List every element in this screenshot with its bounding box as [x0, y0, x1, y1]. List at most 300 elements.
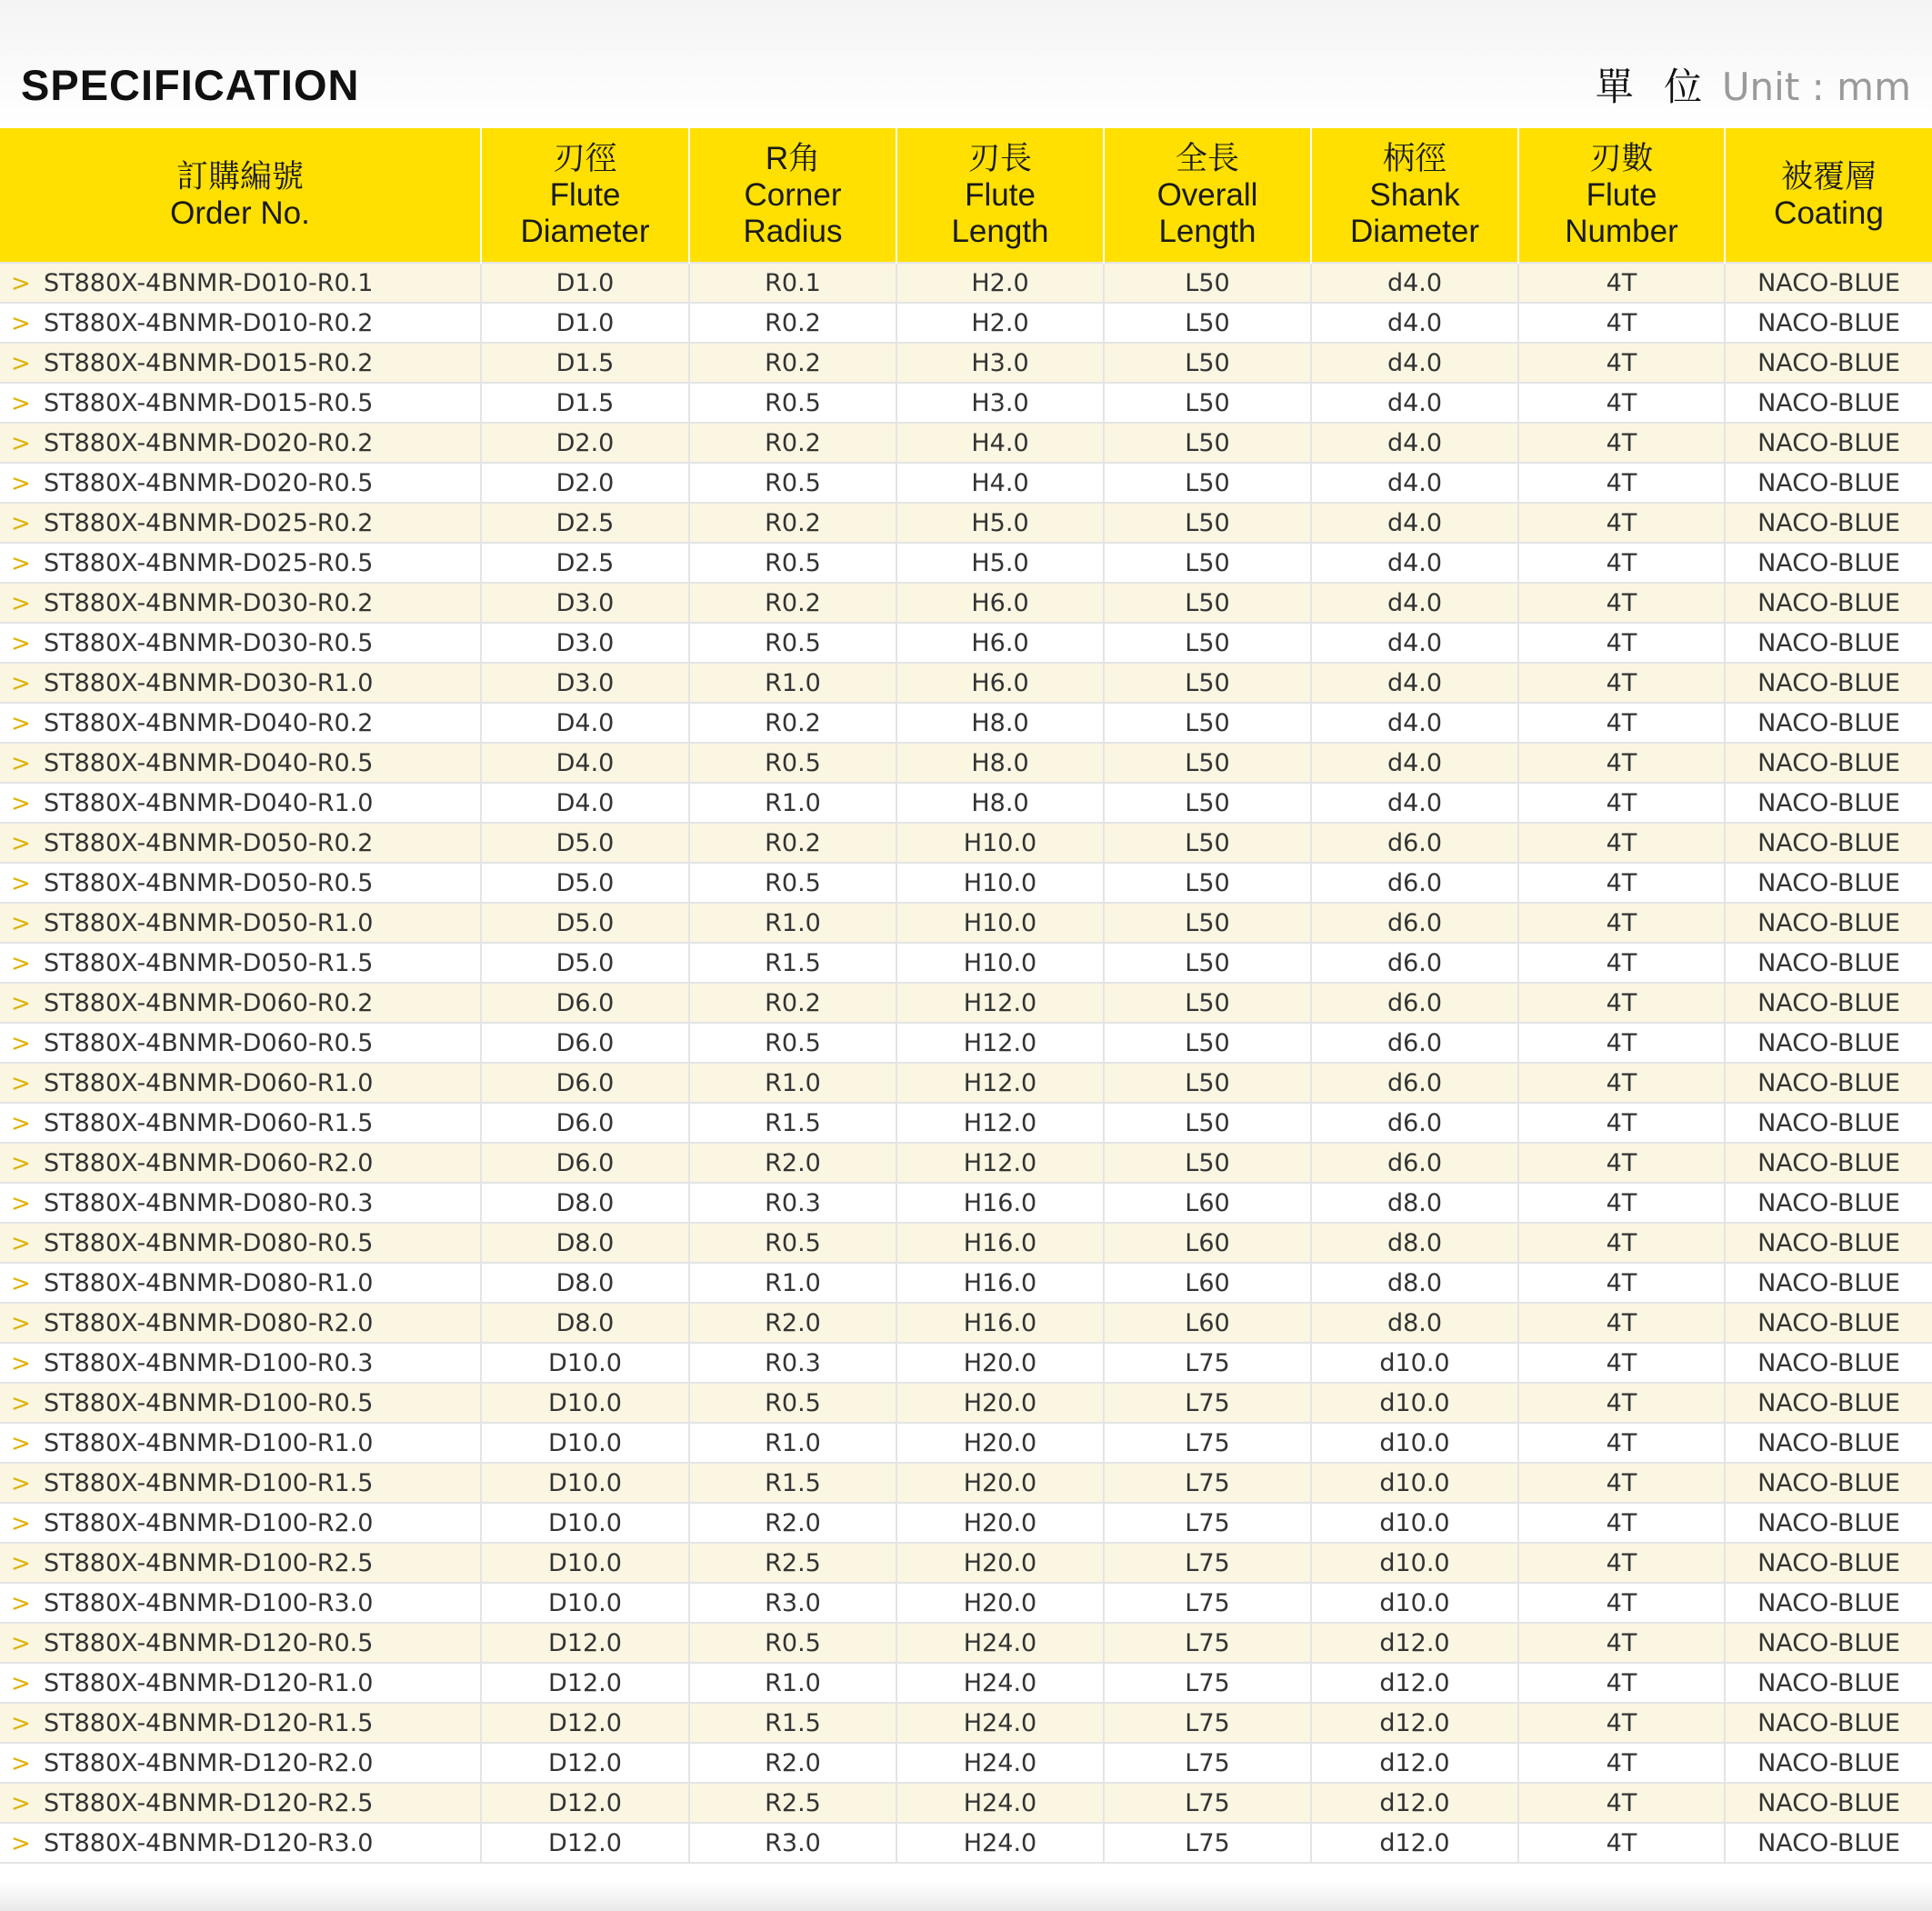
- flute-diameter-cell: D10.0: [481, 1343, 689, 1383]
- column-header-line: Flute: [1586, 176, 1657, 213]
- unit-label-zh: 單 位: [1595, 65, 1712, 109]
- shank-diameter-cell: d4.0: [1311, 623, 1518, 663]
- column-header-line: R角: [765, 140, 821, 176]
- flute-diameter-cell: D6.0: [481, 1063, 689, 1103]
- shank-diameter-cell: d12.0: [1311, 1663, 1518, 1703]
- order-no-cell: [0, 1743, 481, 1783]
- flute-diameter-cell: D1.5: [481, 343, 689, 383]
- shank-diameter-cell: d6.0: [1311, 983, 1518, 1023]
- chevron-right-icon: >: [11, 1549, 31, 1577]
- flute-number-cell: 4T: [1518, 1663, 1725, 1703]
- flute-number-cell: 4T: [1518, 303, 1725, 343]
- corner-radius-cell: R2.5: [689, 1783, 896, 1823]
- corner-radius-cell: R0.1: [689, 263, 896, 303]
- shank-diameter-cell: d4.0: [1311, 383, 1518, 423]
- order-no-cell: [0, 1583, 481, 1623]
- order-no-cell: [0, 823, 481, 863]
- overall-length-cell: L60: [1104, 1223, 1311, 1263]
- chevron-right-icon: >: [11, 709, 31, 737]
- flute-length-cell: H8.0: [896, 703, 1104, 743]
- shank-diameter-cell: d4.0: [1311, 743, 1518, 783]
- flute-diameter-cell: D8.0: [481, 1263, 689, 1303]
- order-no-cell: [0, 1023, 481, 1063]
- corner-radius-cell: R1.5: [689, 1463, 896, 1503]
- coating-cell: NACO-BLUE: [1725, 1423, 1932, 1463]
- order-no-text: ST880X-4BNMR-D100-R2.5: [44, 1548, 374, 1577]
- flute-number-cell: 4T: [1518, 1463, 1725, 1503]
- flute-number-cell: 4T: [1518, 1383, 1725, 1423]
- header-flute-diameter: [481, 128, 689, 263]
- coating-cell: NACO-BLUE: [1725, 1143, 1932, 1183]
- shank-diameter-cell: d4.0: [1311, 303, 1518, 343]
- table-row: [0, 1703, 1932, 1743]
- table-row: [0, 583, 1932, 623]
- chevron-right-icon: >: [11, 509, 31, 537]
- overall-length-cell: L75: [1104, 1423, 1311, 1463]
- order-no-cell: [0, 903, 481, 943]
- flute-length-cell: H16.0: [896, 1183, 1104, 1223]
- coating-cell: NACO-BLUE: [1725, 903, 1932, 943]
- flute-diameter-cell: D12.0: [481, 1823, 689, 1863]
- flute-diameter-cell: D10.0: [481, 1463, 689, 1503]
- flute-length-cell: H3.0: [896, 343, 1104, 383]
- overall-length-cell: L50: [1104, 543, 1311, 583]
- flute-diameter-cell: D1.0: [481, 263, 689, 303]
- corner-radius-cell: R0.2: [689, 503, 896, 543]
- chevron-right-icon: >: [11, 1229, 31, 1257]
- flute-length-cell: H2.0: [896, 263, 1104, 303]
- flute-length-cell: H6.0: [896, 663, 1104, 703]
- flute-length-cell: H20.0: [896, 1383, 1104, 1423]
- column-header-line: Coating: [1774, 195, 1884, 231]
- order-no-text: ST880X-4BNMR-D120-R1.5: [44, 1708, 374, 1737]
- order-no-text: ST880X-4BNMR-D100-R0.3: [44, 1348, 374, 1377]
- shank-diameter-cell: d10.0: [1311, 1423, 1518, 1463]
- order-no-cell: [0, 1063, 481, 1103]
- flute-number-cell: 4T: [1518, 863, 1725, 903]
- overall-length-cell: L50: [1104, 583, 1311, 623]
- flute-length-cell: H5.0: [896, 503, 1104, 543]
- table-body: [0, 263, 1932, 1863]
- flute-diameter-cell: D4.0: [481, 703, 689, 743]
- chevron-right-icon: >: [11, 1749, 31, 1777]
- corner-radius-cell: R1.0: [689, 1663, 896, 1703]
- flute-number-cell: 4T: [1518, 503, 1725, 543]
- coating-cell: NACO-BLUE: [1725, 983, 1932, 1023]
- flute-diameter-cell: D2.5: [481, 503, 689, 543]
- coating-cell: NACO-BLUE: [1725, 1743, 1932, 1783]
- order-no-text: ST880X-4BNMR-D010-R0.2: [44, 308, 374, 337]
- coating-cell: NACO-BLUE: [1725, 423, 1932, 463]
- corner-radius-cell: R0.2: [689, 423, 896, 463]
- order-no-cell: [0, 743, 481, 783]
- table-row: [0, 343, 1932, 383]
- coating-cell: NACO-BLUE: [1725, 1223, 1932, 1263]
- order-no-text: ST880X-4BNMR-D060-R1.5: [44, 1108, 374, 1137]
- shank-diameter-cell: d4.0: [1311, 263, 1518, 303]
- shank-diameter-cell: d8.0: [1311, 1223, 1518, 1263]
- table-row: [0, 783, 1932, 823]
- shank-diameter-cell: d6.0: [1311, 863, 1518, 903]
- table-row: [0, 1743, 1932, 1783]
- corner-radius-cell: R0.2: [689, 583, 896, 623]
- table-row: [0, 503, 1932, 543]
- chevron-right-icon: >: [11, 1269, 31, 1297]
- corner-radius-cell: R0.5: [689, 463, 896, 503]
- corner-radius-cell: R0.2: [689, 823, 896, 863]
- overall-length-cell: L50: [1104, 503, 1311, 543]
- flute-diameter-cell: D6.0: [481, 1023, 689, 1063]
- corner-radius-cell: R0.5: [689, 863, 896, 903]
- flute-length-cell: H16.0: [896, 1223, 1104, 1263]
- flute-diameter-cell: D8.0: [481, 1183, 689, 1223]
- corner-radius-cell: R3.0: [689, 1583, 896, 1623]
- chevron-right-icon: >: [11, 749, 31, 777]
- overall-length-cell: L50: [1104, 1143, 1311, 1183]
- chevron-right-icon: >: [11, 1069, 31, 1097]
- order-no-cell: [0, 1663, 481, 1703]
- order-no-cell: [0, 1503, 481, 1543]
- column-header-line: Flute: [965, 176, 1036, 213]
- flute-length-cell: H2.0: [896, 303, 1104, 343]
- shank-diameter-cell: d12.0: [1311, 1783, 1518, 1823]
- flute-length-cell: H24.0: [896, 1623, 1104, 1663]
- flute-length-cell: H24.0: [896, 1783, 1104, 1823]
- flute-number-cell: 4T: [1518, 1783, 1725, 1823]
- header-shank-diameter: [1311, 128, 1518, 263]
- shank-diameter-cell: d6.0: [1311, 1023, 1518, 1063]
- overall-length-cell: L50: [1104, 1103, 1311, 1143]
- table-row: [0, 1023, 1932, 1063]
- chevron-right-icon: >: [11, 1029, 31, 1057]
- shank-diameter-cell: d10.0: [1311, 1343, 1518, 1383]
- flute-number-cell: 4T: [1518, 743, 1725, 783]
- flute-length-cell: H24.0: [896, 1743, 1104, 1783]
- table-row: [0, 463, 1932, 503]
- order-no-text: ST880X-4BNMR-D010-R0.1: [44, 268, 374, 297]
- order-no-text: ST880X-4BNMR-D050-R1.5: [44, 948, 374, 977]
- order-no-text: ST880X-4BNMR-D100-R0.5: [44, 1388, 374, 1417]
- shank-diameter-cell: d6.0: [1311, 1103, 1518, 1143]
- column-header-line: Radius: [743, 213, 843, 249]
- overall-length-cell: L75: [1104, 1583, 1311, 1623]
- chevron-right-icon: >: [11, 1429, 31, 1457]
- corner-radius-cell: R2.0: [689, 1143, 896, 1183]
- order-no-cell: [0, 1103, 481, 1143]
- order-no-cell: [0, 623, 481, 663]
- flute-length-cell: H20.0: [896, 1543, 1104, 1583]
- header-order-no: [0, 128, 481, 263]
- column-header-line: 刃徑: [553, 140, 617, 176]
- flute-diameter-cell: D12.0: [481, 1783, 689, 1823]
- corner-radius-cell: R0.2: [689, 983, 896, 1023]
- chevron-right-icon: >: [11, 1669, 31, 1697]
- table-row: [0, 983, 1932, 1023]
- flute-number-cell: 4T: [1518, 383, 1725, 423]
- order-no-text: ST880X-4BNMR-D015-R0.2: [44, 348, 374, 377]
- corner-radius-cell: R2.0: [689, 1743, 896, 1783]
- order-no-text: ST880X-4BNMR-D020-R0.5: [44, 468, 374, 497]
- flute-number-cell: 4T: [1518, 1023, 1725, 1063]
- shank-diameter-cell: d6.0: [1311, 903, 1518, 943]
- table-row: [0, 1823, 1932, 1863]
- order-no-cell: [0, 583, 481, 623]
- coating-cell: NACO-BLUE: [1725, 823, 1932, 863]
- order-no-text: ST880X-4BNMR-D050-R1.0: [44, 908, 374, 937]
- coating-cell: NACO-BLUE: [1725, 1703, 1932, 1743]
- table-row: [0, 1143, 1932, 1183]
- table-row: [0, 1303, 1932, 1343]
- shank-diameter-cell: d8.0: [1311, 1303, 1518, 1343]
- corner-radius-cell: R0.5: [689, 623, 896, 663]
- flute-number-cell: 4T: [1518, 1063, 1725, 1103]
- coating-cell: NACO-BLUE: [1725, 1063, 1932, 1103]
- order-no-text: ST880X-4BNMR-D120-R2.0: [44, 1748, 374, 1777]
- table-row: [0, 263, 1932, 303]
- column-header-line: Corner: [744, 176, 842, 213]
- header-corner-radius: [689, 128, 896, 263]
- chevron-right-icon: >: [11, 1349, 31, 1377]
- flute-length-cell: H6.0: [896, 583, 1104, 623]
- column-header-line: 訂購編號: [175, 158, 304, 195]
- overall-length-cell: L50: [1104, 743, 1311, 783]
- table-row: [0, 743, 1932, 783]
- order-no-text: ST880X-4BNMR-D120-R3.0: [44, 1828, 374, 1857]
- flute-number-cell: 4T: [1518, 943, 1725, 983]
- table-row: [0, 1183, 1932, 1223]
- table-row: [0, 1383, 1932, 1423]
- shank-diameter-cell: d8.0: [1311, 1263, 1518, 1303]
- chevron-right-icon: >: [11, 869, 31, 897]
- order-no-text: ST880X-4BNMR-D100-R3.0: [44, 1588, 374, 1617]
- chevron-right-icon: >: [11, 829, 31, 857]
- column-header-line: Length: [1158, 213, 1256, 249]
- overall-length-cell: L75: [1104, 1743, 1311, 1783]
- order-no-text: ST880X-4BNMR-D050-R0.5: [44, 868, 374, 897]
- order-no-cell: [0, 983, 481, 1023]
- flute-length-cell: H6.0: [896, 623, 1104, 663]
- coating-cell: NACO-BLUE: [1725, 1463, 1932, 1503]
- overall-length-cell: L50: [1104, 1023, 1311, 1063]
- column-header-line: Number: [1565, 213, 1678, 249]
- overall-length-cell: L50: [1104, 983, 1311, 1023]
- overall-length-cell: L75: [1104, 1783, 1311, 1823]
- flute-length-cell: H20.0: [896, 1423, 1104, 1463]
- flute-number-cell: 4T: [1518, 1503, 1725, 1543]
- chevron-right-icon: >: [11, 589, 31, 617]
- flute-diameter-cell: D2.0: [481, 423, 689, 463]
- flute-length-cell: H16.0: [896, 1303, 1104, 1343]
- order-no-text: ST880X-4BNMR-D040-R1.0: [44, 788, 374, 817]
- corner-radius-cell: R1.0: [689, 783, 896, 823]
- flute-number-cell: 4T: [1518, 263, 1725, 303]
- shank-diameter-cell: d4.0: [1311, 463, 1518, 503]
- corner-radius-cell: R1.0: [689, 903, 896, 943]
- shank-diameter-cell: d10.0: [1311, 1503, 1518, 1543]
- flute-length-cell: H8.0: [896, 783, 1104, 823]
- overall-length-cell: L75: [1104, 1463, 1311, 1503]
- flute-number-cell: 4T: [1518, 423, 1725, 463]
- order-no-text: ST880X-4BNMR-D100-R1.5: [44, 1468, 374, 1497]
- overall-length-cell: L50: [1104, 903, 1311, 943]
- flute-diameter-cell: D12.0: [481, 1663, 689, 1703]
- order-no-cell: [0, 1543, 481, 1583]
- flute-number-cell: 4T: [1518, 1543, 1725, 1583]
- flute-number-cell: 4T: [1518, 983, 1725, 1023]
- chevron-right-icon: >: [11, 269, 31, 297]
- table-row: [0, 1663, 1932, 1703]
- table-row: [0, 1583, 1932, 1623]
- shank-diameter-cell: d4.0: [1311, 663, 1518, 703]
- chevron-right-icon: >: [11, 1789, 31, 1817]
- corner-radius-cell: R1.0: [689, 663, 896, 703]
- chevron-right-icon: >: [11, 1109, 31, 1137]
- flute-length-cell: H10.0: [896, 903, 1104, 943]
- column-header-line: Diameter: [520, 213, 650, 249]
- flute-number-cell: 4T: [1518, 1703, 1725, 1743]
- chevron-right-icon: >: [11, 669, 31, 697]
- overall-length-cell: L75: [1104, 1823, 1311, 1863]
- coating-cell: NACO-BLUE: [1725, 1183, 1932, 1223]
- chevron-right-icon: >: [11, 989, 31, 1017]
- flute-length-cell: H3.0: [896, 383, 1104, 423]
- order-no-cell: [0, 1263, 481, 1303]
- shank-diameter-cell: d12.0: [1311, 1823, 1518, 1863]
- coating-cell: NACO-BLUE: [1725, 1023, 1932, 1063]
- corner-radius-cell: R1.5: [689, 1703, 896, 1743]
- order-no-cell: [0, 1623, 481, 1663]
- coating-cell: NACO-BLUE: [1725, 1823, 1932, 1863]
- overall-length-cell: L60: [1104, 1263, 1311, 1303]
- chevron-right-icon: >: [11, 349, 31, 377]
- order-no-cell: [0, 343, 481, 383]
- order-no-cell: [0, 543, 481, 583]
- column-header-line: 刃數: [1589, 140, 1654, 176]
- order-no-cell: [0, 1463, 481, 1503]
- order-no-cell: [0, 1143, 481, 1183]
- order-no-cell: [0, 503, 481, 543]
- coating-cell: NACO-BLUE: [1725, 743, 1932, 783]
- corner-radius-cell: R0.3: [689, 1183, 896, 1223]
- table-header-row: [0, 128, 1932, 263]
- overall-length-cell: L75: [1104, 1503, 1311, 1543]
- corner-radius-cell: R0.2: [689, 703, 896, 743]
- unit-label: [1596, 60, 1911, 115]
- flute-number-cell: 4T: [1518, 783, 1725, 823]
- table-row: [0, 663, 1932, 703]
- shank-diameter-cell: d12.0: [1311, 1703, 1518, 1743]
- coating-cell: NACO-BLUE: [1725, 1103, 1932, 1143]
- coating-cell: NACO-BLUE: [1725, 663, 1932, 703]
- flute-length-cell: H10.0: [896, 943, 1104, 983]
- order-no-text: ST880X-4BNMR-D040-R0.5: [44, 748, 374, 777]
- shank-diameter-cell: d4.0: [1311, 703, 1518, 743]
- column-header-line: Diameter: [1350, 213, 1479, 249]
- chevron-right-icon: >: [11, 1189, 31, 1217]
- order-no-text: ST880X-4BNMR-D015-R0.5: [44, 388, 374, 417]
- flute-diameter-cell: D4.0: [481, 743, 689, 783]
- coating-cell: NACO-BLUE: [1725, 263, 1932, 303]
- flute-number-cell: 4T: [1518, 703, 1725, 743]
- column-header-line: 柄徑: [1382, 140, 1446, 176]
- overall-length-cell: L50: [1104, 423, 1311, 463]
- order-no-text: ST880X-4BNMR-D030-R0.2: [44, 588, 374, 617]
- order-no-cell: [0, 863, 481, 903]
- order-no-text: ST880X-4BNMR-D100-R1.0: [44, 1428, 374, 1457]
- flute-diameter-cell: D10.0: [481, 1543, 689, 1583]
- table-row: [0, 1263, 1932, 1303]
- flute-length-cell: H20.0: [896, 1503, 1104, 1543]
- flute-number-cell: 4T: [1518, 1743, 1725, 1783]
- flute-diameter-cell: D2.0: [481, 463, 689, 503]
- chevron-right-icon: >: [11, 1389, 31, 1417]
- flute-length-cell: H12.0: [896, 983, 1104, 1023]
- overall-length-cell: L75: [1104, 1623, 1311, 1663]
- header-overall-length: [1104, 128, 1311, 263]
- corner-radius-cell: R0.3: [689, 1343, 896, 1383]
- order-no-cell: [0, 943, 481, 983]
- flute-number-cell: 4T: [1518, 1103, 1725, 1143]
- corner-radius-cell: R1.5: [689, 1103, 896, 1143]
- order-no-cell: [0, 663, 481, 703]
- corner-radius-cell: R0.5: [689, 1383, 896, 1423]
- table-row: [0, 703, 1932, 743]
- overall-length-cell: L50: [1104, 663, 1311, 703]
- chevron-right-icon: >: [11, 389, 31, 417]
- corner-radius-cell: R2.0: [689, 1503, 896, 1543]
- order-no-cell: [0, 1343, 481, 1383]
- table-row: [0, 423, 1932, 463]
- column-header-line: Order No.: [170, 195, 310, 231]
- shank-diameter-cell: d6.0: [1311, 1143, 1518, 1183]
- overall-length-cell: L75: [1104, 1703, 1311, 1743]
- flute-number-cell: 4T: [1518, 1183, 1725, 1223]
- flute-diameter-cell: D8.0: [481, 1303, 689, 1343]
- shank-diameter-cell: d6.0: [1311, 943, 1518, 983]
- chevron-right-icon: >: [11, 629, 31, 657]
- order-no-text: ST880X-4BNMR-D060-R2.0: [44, 1148, 374, 1177]
- order-no-cell: [0, 1303, 481, 1343]
- column-header-line: Flute: [549, 176, 621, 213]
- table-row: [0, 543, 1932, 583]
- flute-number-cell: 4T: [1518, 623, 1725, 663]
- flute-diameter-cell: D3.0: [481, 583, 689, 623]
- flute-length-cell: H8.0: [896, 743, 1104, 783]
- shank-diameter-cell: d4.0: [1311, 423, 1518, 463]
- overall-length-cell: L50: [1104, 623, 1311, 663]
- overall-length-cell: L60: [1104, 1303, 1311, 1343]
- table-row: [0, 1783, 1932, 1823]
- overall-length-cell: L75: [1104, 1543, 1311, 1583]
- flute-diameter-cell: D6.0: [481, 1103, 689, 1143]
- order-no-text: ST880X-4BNMR-D025-R0.5: [44, 548, 374, 577]
- coating-cell: NACO-BLUE: [1725, 1503, 1932, 1543]
- flute-number-cell: 4T: [1518, 1583, 1725, 1623]
- shank-diameter-cell: d10.0: [1311, 1583, 1518, 1623]
- order-no-cell: [0, 463, 481, 503]
- flute-diameter-cell: D12.0: [481, 1623, 689, 1663]
- coating-cell: NACO-BLUE: [1725, 583, 1932, 623]
- order-no-text: ST880X-4BNMR-D120-R0.5: [44, 1628, 374, 1657]
- flute-diameter-cell: D5.0: [481, 943, 689, 983]
- overall-length-cell: L50: [1104, 863, 1311, 903]
- corner-radius-cell: R0.2: [689, 303, 896, 343]
- order-no-cell: [0, 1823, 481, 1863]
- flute-diameter-cell: D8.0: [481, 1223, 689, 1263]
- flute-length-cell: H12.0: [896, 1143, 1104, 1183]
- order-no-text: ST880X-4BNMR-D120-R1.0: [44, 1668, 374, 1697]
- overall-length-cell: L50: [1104, 783, 1311, 823]
